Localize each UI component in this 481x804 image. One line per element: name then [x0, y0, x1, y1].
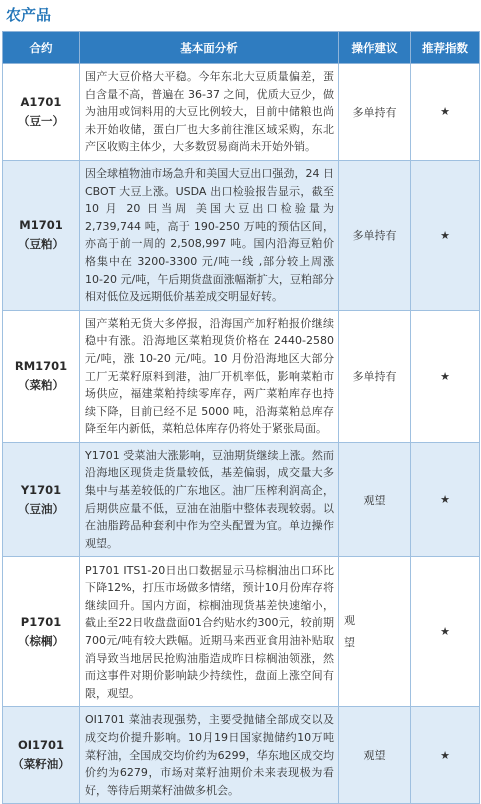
- advice-text: 多单持有: [339, 310, 411, 442]
- contract-cell: [3, 557, 80, 707]
- contract-code: P1701: [20, 614, 62, 629]
- contract-cell: [3, 442, 80, 557]
- section-title: 农产品: [6, 6, 52, 24]
- contract-code: M1701: [19, 218, 63, 233]
- table-header-row: [3, 32, 480, 64]
- table-row: [3, 160, 480, 310]
- star-rating: ★: [411, 310, 480, 442]
- advice-text: 观望: [339, 707, 411, 804]
- table-row: [3, 557, 480, 707]
- contract-code: OI1701: [17, 738, 65, 753]
- star-rating: ★: [411, 160, 480, 310]
- contract-code: Y1701: [20, 482, 62, 497]
- header-advice: 操作建议: [339, 32, 411, 64]
- analysis-text: OI1701 菜油表现强势，主要受抛储全部成交以及成交均价提升影响。10月19日国家抛储约10万吨菜籽油，全国成交均价约为6299，华东地区成交均价约为6279，市场对菜籽油期价未来表现极为看好，等待后期菜籽油做多机会。: [80, 707, 339, 804]
- contract-name: （菜籽油）: [12, 757, 70, 772]
- agri-products-table: [2, 31, 480, 804]
- analysis-text: Y1701 受菜油大涨影响，豆油期货继续上涨。然而沿海地区现货走货量较低，基差偏弱，成交量大多集中与基差较低的广东地区。油厂压榨利润高企，后期供应量不低，豆油在油脂中整体表现较弱。以在油脂跨品种套利中作为空头配置为宜。单边操作观望。: [80, 442, 339, 557]
- advice-text: 多单持有: [339, 64, 411, 161]
- contract-name: （棕榈）: [18, 633, 64, 648]
- contract-name: （豆粕）: [18, 237, 64, 252]
- star-rating: ★: [411, 707, 480, 804]
- contract-code: RM1701: [14, 359, 68, 374]
- analysis-text: 国产大豆价格大平稳。今年东北大豆质量偏差，蛋白含量不高，普遍在 36-37 之间，优质大豆少，做为油用或饲料用的大豆比例较大，目前中储粮也尚未开始收储，蛋白厂也大多前往淮区域采购，东北产区收购主体少，大多数贸易商尚未开始外销。: [80, 64, 339, 161]
- header-analysis: 基本面分析: [80, 32, 339, 64]
- advice-text-line1: 观: [344, 613, 355, 627]
- contract-cell: [3, 160, 80, 310]
- contract-cell: [3, 310, 80, 442]
- analysis-text: 因全球植物油市场急升和美国大豆出口强劲，24 日 CBOT 大豆上涨。USDA 出口检验报告显示，截至 10 月 20 日当周 美国大豆出口检验量为 2,739,744 吨，高于 190-250 万吨的预估区间，亦高于前一周的 2,508,997 吨。国内沿海豆粕价格集中在 3200-3300 元/吨一线 ,部分较上周涨 10-20 元/吨，午后期货盘面涨幅渐扩大，豆粕部分相对低位及远期低价基差成交明显好转。: [80, 160, 339, 310]
- advice-cell: [339, 557, 411, 707]
- contract-code: A1701: [20, 94, 62, 109]
- contract-name: （菜粕）: [18, 378, 64, 393]
- analysis-text: P1701 ITS1-20日出口数据显示马棕榈油出口环比下降12%，打压市场做多情绪，预计10月份库存将继续回升。国内方面，棕榈油现货基差快速缩小，截止至22日收盘盘面01合约贴水约300元，较前期700元/吨有较大跌幅。近期马来西亚食用油补贴取消导致当地居民抢购油脂造成昨日棕榈油领涨，然而这事件对期价影响缺少持续性，盘面上涨空间有限，观望。: [80, 557, 339, 707]
- analysis-text: 国产菜粕无货大多停报，沿海国产加籽粕报价继续稳中有涨。沿海地区菜粕现货价格在 2440-2580 元/吨，涨 10-20 元/吨。10 月份沿海地区大部分工厂无菜籽原料到港，油厂开机率低，影响菜粕市场供应，福建菜粕持续零库存，两广菜粕库存也持续下降，目前已经不足 5000 吨，沿海菜粕总库存降至年内新低，菜粕总体库存仍将处于紧张局面。: [80, 310, 339, 442]
- table-row: [3, 442, 480, 557]
- table-row: [3, 310, 480, 442]
- contract-name: （豆油）: [18, 501, 64, 516]
- header-index: 推荐指数: [411, 32, 480, 64]
- star-rating: ★: [411, 64, 480, 161]
- contract-cell: [3, 707, 80, 804]
- advice-text: 观望: [339, 442, 411, 557]
- table-row: [3, 64, 480, 161]
- star-rating: ★: [411, 442, 480, 557]
- advice-text-line2: 望: [344, 635, 355, 649]
- advice-text: 多单持有: [339, 160, 411, 310]
- table-row: [3, 707, 480, 804]
- star-rating: ★: [411, 557, 480, 707]
- contract-name: （豆一）: [18, 113, 64, 128]
- header-contract: 合约: [3, 32, 80, 64]
- contract-cell: [3, 64, 80, 161]
